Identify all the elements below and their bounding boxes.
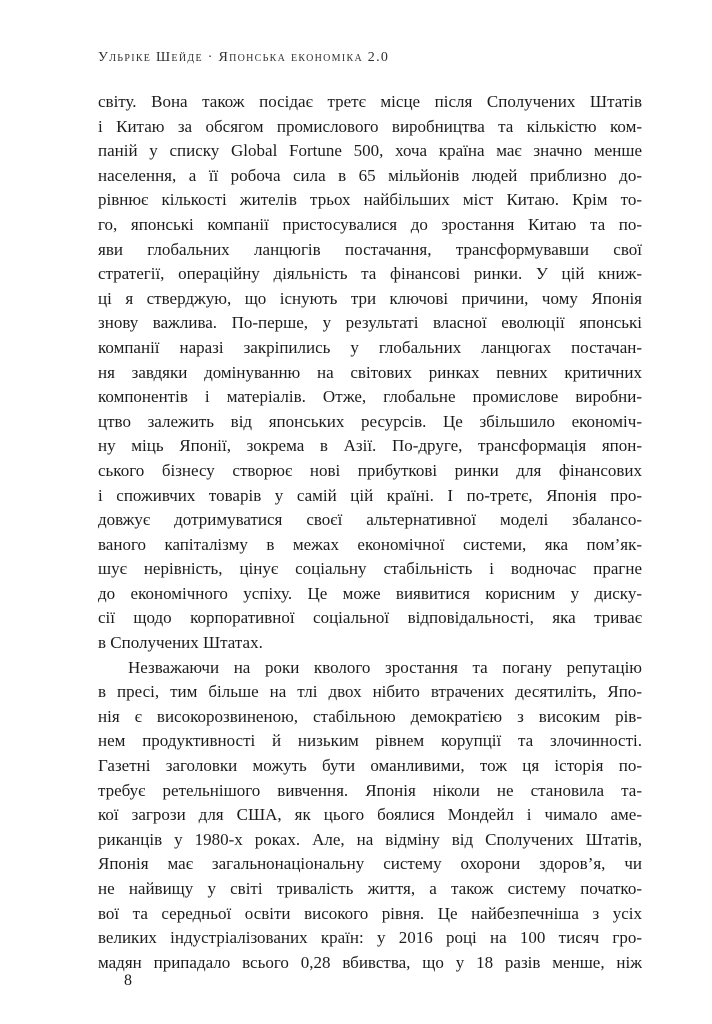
text-line: компонентів і матеріалів. Отже, глобальне промислове виробни- — [98, 387, 642, 407]
text-line: і Китаю за обсягом промислового виробництва та кількістю ком- — [98, 116, 642, 136]
text-line: довжує дотримуватися своєї альтернативної моделі збалансо- — [98, 510, 642, 530]
text-line: цтво залежить від японських ресурсів. Це збільшило економіч- — [98, 411, 642, 431]
text-line: ну міць Японії, зокрема в Азії. По-друге, трансформація япон- — [98, 436, 642, 456]
text-line: ці я стверджую, що існують три ключові причини, чому Японія — [98, 288, 642, 308]
text-block — [98, 90, 642, 975]
text-line: требує ретельнішого вивчення. Японія ніколи не становила та- — [98, 780, 642, 800]
text-line: мадян припадало всього 0,28 вбивства, що у 18 разів менше, ніж — [98, 952, 642, 972]
text-line: шує нерівність, цінує соціальну стабільність і водночас прагне — [98, 559, 642, 579]
text-line: населення, а її робоча сила в 65 мільйонів людей приблизно до- — [98, 165, 642, 185]
text-line: риканців у 1980-х роках. Але, на відміну від Сполучених Штатів, — [98, 829, 642, 849]
text-line: в Сполучених Штатах. — [98, 633, 263, 653]
text-line: кої загрози для США, як цього боялися Мондейл і чимало аме- — [98, 805, 642, 825]
text-line: нія є високорозвиненою, стабільною демократією з високим рів- — [98, 706, 642, 726]
text-line: знову важлива. По-перше, у результаті власної еволюції японські — [98, 313, 642, 333]
text-line: великих індустріалізованих країн: у 2016 році на 100 тисяч гро- — [98, 928, 642, 948]
text-line: вої та середньої освіти високого рівня. Це найбезпечніша з усіх — [98, 903, 642, 923]
page-number: 8 — [124, 972, 132, 989]
text-line: світу. Вона також посідає третє місце після Сполучених Штатів — [98, 92, 642, 111]
text-line: ського бізнесу створює нові прибуткові ринки для фінансових — [98, 460, 642, 480]
text-line: яви глобальних ланцюгів постачання, трансформувавши свої — [98, 239, 642, 259]
text-line: до економічного успіху. Це може виявитися корисним у диску- — [98, 583, 642, 603]
text-line: нем продуктивності й низьким рівнем корупції та злочинності. — [98, 731, 642, 751]
text-line: сії щодо корпоративної соціальної відповідальності, яка триває — [98, 608, 642, 628]
text-line: Газетні заголовки можуть бути оманливими, тож ця історія по- — [98, 756, 642, 776]
text-line: не найвищу у світі тривалість життя, а також систему початко- — [98, 879, 642, 898]
text-line: паній у списку Global Fortune 500, хоча країна має значно менше — [98, 141, 642, 161]
text-line: рівнює кількості жителів трьох найбільших міст Китаю. Крім то- — [98, 190, 642, 210]
text-line: і споживчих товарів у самій цій країні. І по-третє, Японія про- — [98, 485, 642, 505]
text-line: Японія має загальнонаціональну систему охорони здоров’я, чи — [98, 854, 642, 874]
running-header: Ульріке Шейде · Японська економіка 2.0 — [98, 50, 390, 65]
text-line: ня завдяки домінуванню на світових ринках певних критичних — [98, 362, 642, 382]
text-line: ваного капіталізму в межах економічної системи, яка пом’як- — [98, 534, 642, 554]
text-line: в пресі, тим більше на тлі двох нібито втрачених десятиліть, Япо- — [98, 682, 642, 702]
text-line: компанії наразі закріпились у глобальних ланцюгах постачан- — [98, 337, 642, 357]
text-line: го, японські компанії пристосувалися до зростання Китаю та по- — [98, 214, 642, 234]
text-line: стратегії, операційну діяльність та фінансові ринки. У цій книж- — [98, 264, 642, 284]
text-line: Незважаючи на роки кволого зростання та погану репутацію — [128, 657, 642, 677]
